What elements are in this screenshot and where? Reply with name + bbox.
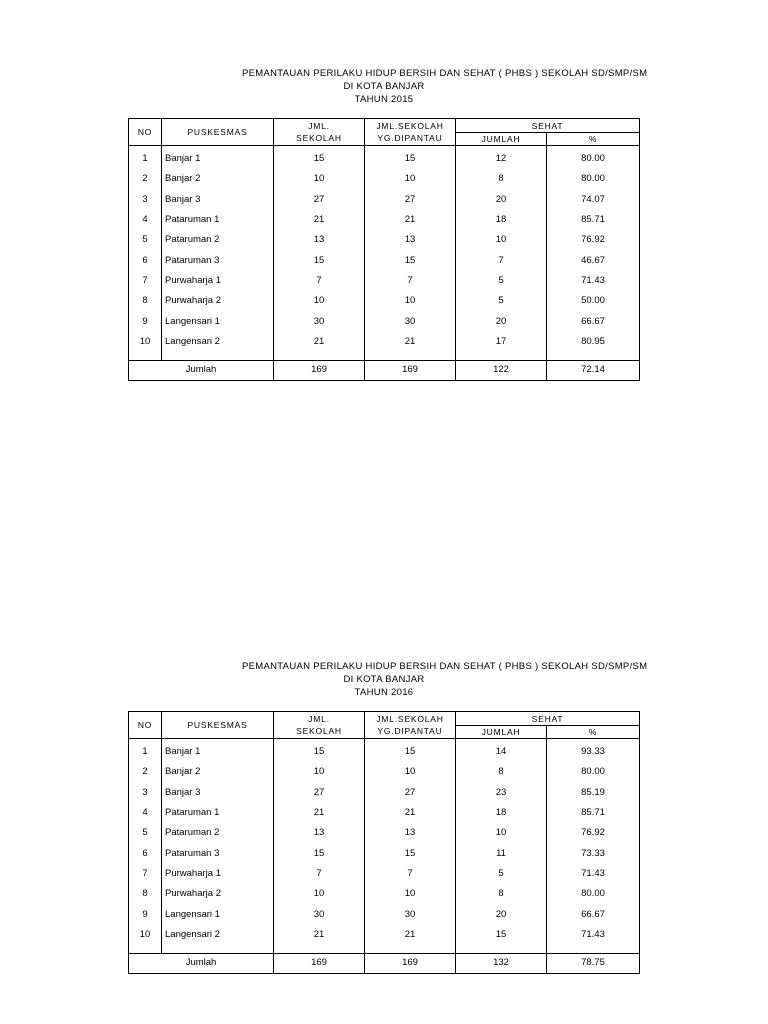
header-dipantau-line1: JML.SEKOLAH xyxy=(376,121,444,131)
spacer-cell xyxy=(456,352,547,361)
cell-puskesmas: Banjar 1 xyxy=(162,739,274,763)
header-no: NO xyxy=(129,119,162,146)
cell-persen: 80.95 xyxy=(547,332,640,352)
table-row xyxy=(129,210,640,230)
cell-dipantau: 30 xyxy=(365,311,456,331)
cell-persen: 93.33 xyxy=(547,739,640,763)
cell-puskesmas: Purwaharja 1 xyxy=(162,271,274,291)
cell-no: 5 xyxy=(129,230,162,250)
spacer-row xyxy=(129,945,640,954)
header-sehat: SEHAT xyxy=(456,119,640,133)
cell-puskesmas: Purwaharja 1 xyxy=(162,864,274,884)
cell-dipantau: 21 xyxy=(365,210,456,230)
spacer-cell xyxy=(274,352,365,361)
cell-dipantau: 27 xyxy=(365,783,456,803)
cell-jml-sekolah: 30 xyxy=(274,311,365,331)
cell-jml-sekolah: 30 xyxy=(274,904,365,924)
cell-jml-sekolah: 21 xyxy=(274,332,365,352)
cell-puskesmas: Pataruman 3 xyxy=(162,250,274,270)
cell-dipantau: 15 xyxy=(365,843,456,863)
table-row xyxy=(129,311,640,331)
report-year: TAHUN 2015 xyxy=(354,94,414,105)
cell-jml-sekolah: 10 xyxy=(274,884,365,904)
header-dipantau-line1: JML.SEKOLAH xyxy=(376,714,444,724)
cell-no: 3 xyxy=(129,190,162,210)
cell-no: 8 xyxy=(129,884,162,904)
header-dipantau-line2: YG.DIPANTAU xyxy=(377,133,443,143)
total-row xyxy=(129,953,640,973)
cell-jumlah: 20 xyxy=(456,904,547,924)
table-row xyxy=(129,169,640,189)
cell-persen: 50.00 xyxy=(547,291,640,311)
cell-dipantau: 21 xyxy=(365,925,456,945)
cell-no: 6 xyxy=(129,250,162,270)
cell-persen: 71.43 xyxy=(547,925,640,945)
total-row xyxy=(129,360,640,380)
cell-dipantau: 15 xyxy=(365,146,456,170)
cell-no: 2 xyxy=(129,169,162,189)
table-row xyxy=(129,783,640,803)
cell-no: 3 xyxy=(129,783,162,803)
cell-puskesmas: Purwaharja 2 xyxy=(162,291,274,311)
table-row xyxy=(129,803,640,823)
spacer-row xyxy=(129,352,640,361)
cell-jumlah: 5 xyxy=(456,271,547,291)
cell-persen: 85.71 xyxy=(547,210,640,230)
cell-persen: 71.43 xyxy=(547,271,640,291)
cell-no: 5 xyxy=(129,823,162,843)
table-row xyxy=(129,190,640,210)
cell-jml-sekolah: 15 xyxy=(274,843,365,863)
header-dipantau-line2: YG.DIPANTAU xyxy=(377,726,443,736)
cell-puskesmas: Banjar 3 xyxy=(162,190,274,210)
report-location: DI KOTA BANJAR xyxy=(343,674,425,685)
cell-dipantau: 21 xyxy=(365,332,456,352)
table-row xyxy=(129,230,640,250)
spacer-cell xyxy=(274,945,365,954)
cell-jml-sekolah: 10 xyxy=(274,291,365,311)
cell-persen: 71.43 xyxy=(547,864,640,884)
cell-dipantau: 10 xyxy=(365,291,456,311)
cell-persen: 80.00 xyxy=(547,146,640,170)
cell-persen: 85.19 xyxy=(547,783,640,803)
cell-dipantau: 7 xyxy=(365,864,456,884)
cell-jml-sekolah: 13 xyxy=(274,823,365,843)
cell-puskesmas: Langensari 2 xyxy=(162,925,274,945)
cell-jml-sekolah: 27 xyxy=(274,190,365,210)
cell-no: 7 xyxy=(129,864,162,884)
spacer-cell xyxy=(456,945,547,954)
table-row xyxy=(129,146,640,170)
cell-dipantau: 7 xyxy=(365,271,456,291)
cell-dipantau: 10 xyxy=(365,884,456,904)
header-puskesmas: PUSKESMAS xyxy=(162,119,274,146)
cell-puskesmas: Langensari 1 xyxy=(162,904,274,924)
cell-jml-sekolah: 13 xyxy=(274,230,365,250)
table-row xyxy=(129,925,640,945)
cell-jml-sekolah: 27 xyxy=(274,783,365,803)
cell-jml-sekolah: 10 xyxy=(274,169,365,189)
cell-puskesmas: Pataruman 2 xyxy=(162,230,274,250)
cell-jumlah: 10 xyxy=(456,823,547,843)
cell-persen: 66.67 xyxy=(547,904,640,924)
spacer-cell xyxy=(129,945,162,954)
cell-no: 2 xyxy=(129,762,162,782)
cell-puskesmas: Pataruman 1 xyxy=(162,803,274,823)
phbs-table xyxy=(128,711,640,974)
cell-persen: 80.00 xyxy=(547,762,640,782)
table-row xyxy=(129,904,640,924)
total-dipantau: 169 xyxy=(365,360,456,380)
header-no: NO xyxy=(129,712,162,739)
report-location: DI KOTA BANJAR xyxy=(343,81,425,92)
cell-persen: 80.00 xyxy=(547,169,640,189)
spacer-cell xyxy=(162,945,274,954)
cell-persen: 46.67 xyxy=(547,250,640,270)
cell-no: 7 xyxy=(129,271,162,291)
header-jml-sekolah xyxy=(274,119,365,146)
cell-no: 10 xyxy=(129,925,162,945)
cell-jml-sekolah: 10 xyxy=(274,762,365,782)
total-jumlah: 122 xyxy=(456,360,547,380)
cell-no: 6 xyxy=(129,843,162,863)
cell-dipantau: 30 xyxy=(365,904,456,924)
cell-jumlah: 18 xyxy=(456,210,547,230)
cell-jumlah: 8 xyxy=(456,762,547,782)
spacer-cell xyxy=(547,945,640,954)
cell-jumlah: 14 xyxy=(456,739,547,763)
header-puskesmas: PUSKESMAS xyxy=(162,712,274,739)
header-persen: % xyxy=(547,726,640,739)
cell-no: 8 xyxy=(129,291,162,311)
cell-jumlah: 20 xyxy=(456,311,547,331)
table-row xyxy=(129,332,640,352)
header-jumlah: JUMLAH xyxy=(456,726,547,739)
header-jml-sekolah-line1: JML. xyxy=(308,121,330,131)
cell-jml-sekolah: 21 xyxy=(274,925,365,945)
table-row xyxy=(129,762,640,782)
table-row xyxy=(129,739,640,763)
report-2016 xyxy=(128,661,648,974)
total-jml-sekolah: 169 xyxy=(274,360,365,380)
table-row xyxy=(129,291,640,311)
cell-persen: 80.00 xyxy=(547,884,640,904)
table-row xyxy=(129,884,640,904)
cell-dipantau: 10 xyxy=(365,169,456,189)
header-jml-sekolah-line1: JML. xyxy=(308,714,330,724)
total-label: Jumlah xyxy=(129,953,274,973)
cell-jml-sekolah: 7 xyxy=(274,271,365,291)
cell-no: 9 xyxy=(129,311,162,331)
total-jumlah: 132 xyxy=(456,953,547,973)
spacer-cell xyxy=(547,352,640,361)
total-persen: 78.75 xyxy=(547,953,640,973)
cell-no: 4 xyxy=(129,210,162,230)
table-row xyxy=(129,864,640,884)
cell-dipantau: 10 xyxy=(365,762,456,782)
cell-dipantau: 13 xyxy=(365,823,456,843)
cell-puskesmas: Banjar 2 xyxy=(162,762,274,782)
spacer-cell xyxy=(365,945,456,954)
cell-no: 9 xyxy=(129,904,162,924)
cell-dipantau: 13 xyxy=(365,230,456,250)
cell-puskesmas: Pataruman 2 xyxy=(162,823,274,843)
spacer-cell xyxy=(129,352,162,361)
cell-jml-sekolah: 21 xyxy=(274,210,365,230)
cell-puskesmas: Purwaharja 2 xyxy=(162,884,274,904)
cell-jumlah: 20 xyxy=(456,190,547,210)
cell-puskesmas: Langensari 1 xyxy=(162,311,274,331)
cell-jumlah: 11 xyxy=(456,843,547,863)
cell-jml-sekolah: 15 xyxy=(274,739,365,763)
cell-puskesmas: Pataruman 3 xyxy=(162,843,274,863)
header-jumlah: JUMLAH xyxy=(456,133,547,146)
report-heading xyxy=(128,68,648,118)
report-title: PEMANTAUAN PERILAKU HIDUP BERSIH DAN SEHAT ( PHBS ) SEKOLAH SD/SMP/SM xyxy=(242,661,648,672)
header-jml-sekolah-line2: SEKOLAH xyxy=(296,133,342,143)
table-row xyxy=(129,250,640,270)
cell-persen: 76.92 xyxy=(547,823,640,843)
total-label: Jumlah xyxy=(129,360,274,380)
cell-jumlah: 17 xyxy=(456,332,547,352)
cell-persen: 85.71 xyxy=(547,803,640,823)
header-jml-sekolah xyxy=(274,712,365,739)
cell-no: 10 xyxy=(129,332,162,352)
cell-puskesmas: Banjar 1 xyxy=(162,146,274,170)
table-row xyxy=(129,823,640,843)
cell-jml-sekolah: 15 xyxy=(274,146,365,170)
cell-jml-sekolah: 7 xyxy=(274,864,365,884)
report-year: TAHUN 2016 xyxy=(354,687,414,698)
cell-persen: 74.07 xyxy=(547,190,640,210)
spacer-cell xyxy=(162,352,274,361)
cell-puskesmas: Banjar 2 xyxy=(162,169,274,189)
phbs-table xyxy=(128,118,640,381)
header-dipantau xyxy=(365,119,456,146)
total-dipantau: 169 xyxy=(365,953,456,973)
cell-jumlah: 23 xyxy=(456,783,547,803)
cell-persen: 73.33 xyxy=(547,843,640,863)
cell-jumlah: 8 xyxy=(456,169,547,189)
cell-dipantau: 27 xyxy=(365,190,456,210)
cell-jumlah: 10 xyxy=(456,230,547,250)
cell-no: 1 xyxy=(129,739,162,763)
cell-jumlah: 5 xyxy=(456,864,547,884)
cell-jumlah: 8 xyxy=(456,884,547,904)
cell-jml-sekolah: 15 xyxy=(274,250,365,270)
report-2015 xyxy=(128,68,648,381)
table-row xyxy=(129,271,640,291)
cell-puskesmas: Langensari 2 xyxy=(162,332,274,352)
header-jml-sekolah-line2: SEKOLAH xyxy=(296,726,342,736)
cell-puskesmas: Banjar 3 xyxy=(162,783,274,803)
cell-dipantau: 21 xyxy=(365,803,456,823)
cell-jumlah: 7 xyxy=(456,250,547,270)
cell-jumlah: 5 xyxy=(456,291,547,311)
header-sehat: SEHAT xyxy=(456,712,640,726)
cell-jumlah: 18 xyxy=(456,803,547,823)
cell-no: 1 xyxy=(129,146,162,170)
report-title: PEMANTAUAN PERILAKU HIDUP BERSIH DAN SEHAT ( PHBS ) SEKOLAH SD/SMP/SM xyxy=(242,68,648,79)
cell-persen: 76.92 xyxy=(547,230,640,250)
total-jml-sekolah: 169 xyxy=(274,953,365,973)
cell-jml-sekolah: 21 xyxy=(274,803,365,823)
header-persen: % xyxy=(547,133,640,146)
cell-jumlah: 12 xyxy=(456,146,547,170)
table-row xyxy=(129,843,640,863)
report-heading xyxy=(128,661,648,711)
cell-jumlah: 15 xyxy=(456,925,547,945)
total-persen: 72.14 xyxy=(547,360,640,380)
cell-persen: 66.67 xyxy=(547,311,640,331)
cell-dipantau: 15 xyxy=(365,250,456,270)
cell-dipantau: 15 xyxy=(365,739,456,763)
cell-puskesmas: Pataruman 1 xyxy=(162,210,274,230)
header-dipantau xyxy=(365,712,456,739)
spacer-cell xyxy=(365,352,456,361)
cell-no: 4 xyxy=(129,803,162,823)
